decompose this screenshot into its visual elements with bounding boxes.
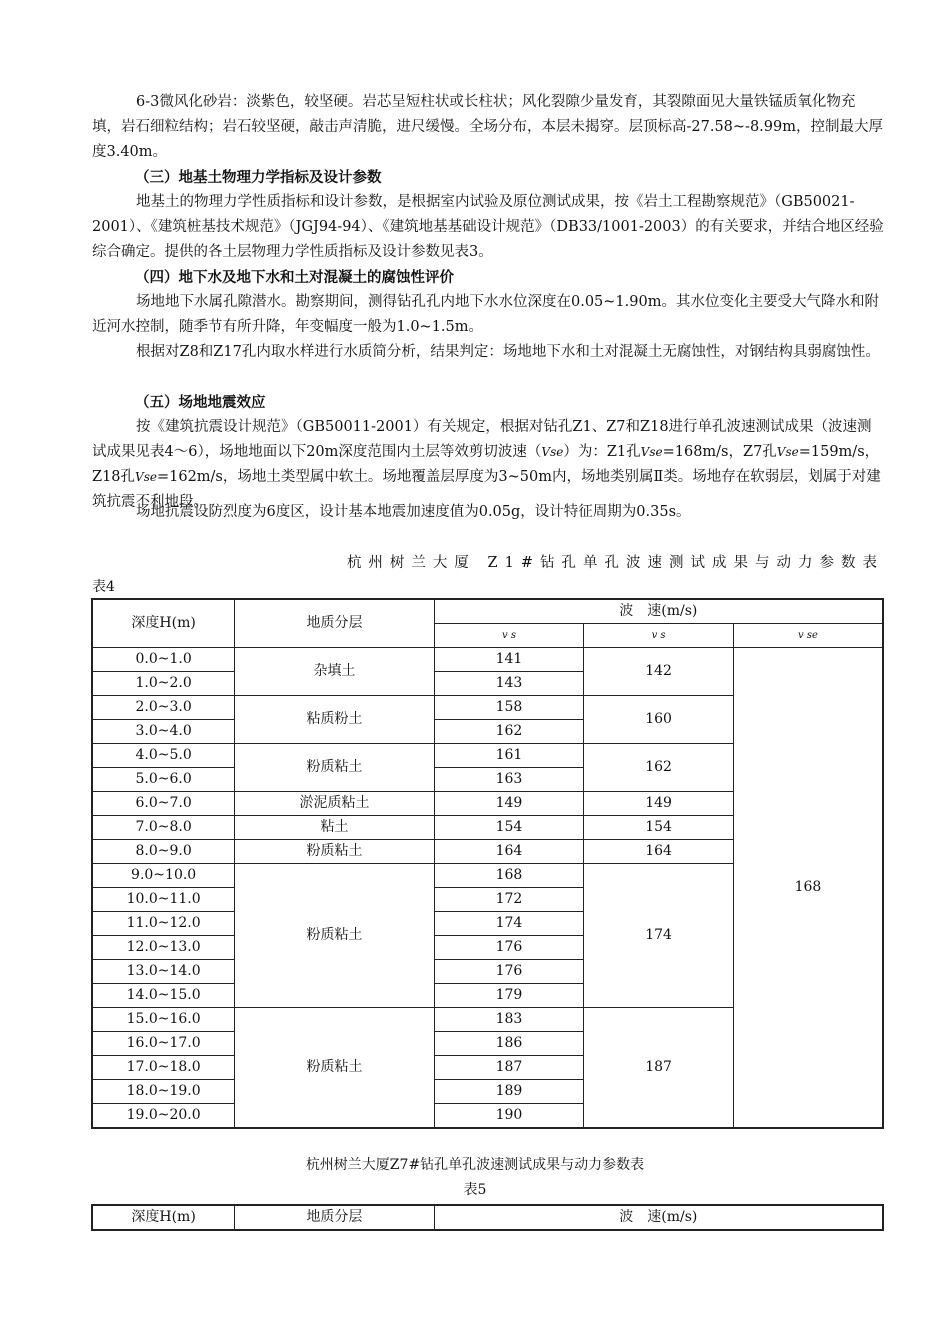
header-speed: 波 速(m/s) [434, 599, 883, 624]
table4-caption: 杭州树兰大厦 Z1#钻孔单孔波速测试成果与动力参数表 [346, 555, 884, 571]
heading-5: （五）场地地震效应 [135, 394, 266, 411]
vs-cell: 162 [434, 720, 584, 744]
vs-cell: 176 [434, 960, 584, 984]
vs-cell: 186 [434, 1032, 584, 1056]
vs-cell: 187 [434, 1056, 584, 1080]
vs-cell: 179 [434, 984, 584, 1008]
depth-cell: 9.0~10.0 [92, 864, 235, 888]
paragraph-groundwater: 场地地下水属孔隙潜水。勘察期间，测得钻孔孔内地下水水位深度在0.05~1.90m。其水位变化主要受大气降水和附近河水控制，随季节有所升降，年变幅度一般为1.0~1.5m。 [92, 294, 879, 335]
heading-3: （三）地基土物理力学指标及设计参数 [135, 169, 382, 186]
table4 [91, 598, 884, 1129]
layer-cell: 粉质粘土 [235, 1008, 434, 1129]
header-vs-avg: v s [584, 624, 734, 648]
depth-cell: 8.0~9.0 [92, 840, 235, 864]
depth-cell: 4.0~5.0 [92, 744, 235, 768]
vs-cell: 190 [434, 1104, 584, 1129]
vs-cell: 161 [434, 744, 584, 768]
header-layer: 地质分层 [235, 599, 434, 648]
layer-vs-cell: 174 [584, 864, 734, 1008]
depth-cell: 18.0~19.0 [92, 1080, 235, 1104]
vs-cell: 158 [434, 696, 584, 720]
depth-cell: 2.0~3.0 [92, 696, 235, 720]
paragraph-6-3: 6-3微风化砂岩：淡紫色，较坚硬。岩芯呈短柱状或长柱状；风化裂隙少量发育，其裂隙面见大量铁锰质氧化物充填，岩石细粒结构；岩石较坚硬，敲击声清脆，进尺缓慢。全场分布，本层未揭穿。层顶标高-27.58~-8.99m，控制最大厚度3.40m。 [92, 94, 883, 160]
vs-cell: 164 [434, 840, 584, 864]
depth-cell: 11.0~12.0 [92, 912, 235, 936]
layer-vs-cell: 142 [584, 648, 734, 696]
vse-symbol: Vse [135, 470, 157, 484]
heading-4: （四）地下水及地下水和土对混凝土的腐蚀性评价 [135, 269, 454, 286]
vs-cell: 189 [434, 1080, 584, 1104]
t5-header-depth: 深度H(m) [92, 1205, 235, 1230]
vs-cell: 168 [434, 864, 584, 888]
layer-cell: 淤泥质粘土 [235, 792, 434, 816]
seismic-text-5: =162m/s，场地土类型属中软土。场地覆盖层厚度为3~50m内，场地类别属Ⅱ类。场地存在软弱层，划属于对建筑抗震不利地段。 [92, 469, 881, 510]
vs-cell: 149 [434, 792, 584, 816]
vs-cell: 176 [434, 936, 584, 960]
table4-label: 表4 [92, 579, 115, 595]
depth-cell: 13.0~14.0 [92, 960, 235, 984]
depth-cell: 16.0~17.0 [92, 1032, 235, 1056]
table5-caption: 杭州树兰大厦Z7#钻孔单孔波速测试成果与动力参数表 [305, 1157, 645, 1173]
depth-cell: 14.0~15.0 [92, 984, 235, 1008]
depth-cell: 6.0~7.0 [92, 792, 235, 816]
layer-vs-cell: 162 [584, 744, 734, 792]
layer-vs-cell: 187 [584, 1008, 734, 1129]
paragraph-intensity: 场地抗震设防烈度为6度区，设计基本地震加速度值为0.05g，设计特征周期为0.35s。 [136, 504, 691, 520]
layer-cell: 粉质粘土 [235, 840, 434, 864]
vs-cell: 163 [434, 768, 584, 792]
seismic-text-2: ）为：Z1孔 [563, 444, 641, 460]
table4-body [92, 648, 883, 1129]
layer-cell: 粘质粉土 [235, 696, 434, 744]
table5 [91, 1204, 884, 1231]
depth-cell: 12.0~13.0 [92, 936, 235, 960]
table5-label: 表5 [463, 1182, 487, 1198]
vs-cell: 143 [434, 672, 584, 696]
depth-cell: 0.0~1.0 [92, 648, 235, 672]
layer-vs-cell: 164 [584, 840, 734, 864]
depth-cell: 7.0~8.0 [92, 816, 235, 840]
depth-cell: 3.0~4.0 [92, 720, 235, 744]
vs-cell: 172 [434, 888, 584, 912]
layer-cell: 粘土 [235, 816, 434, 840]
layer-cell: 杂填土 [235, 648, 434, 696]
layer-vs-cell: 160 [584, 696, 734, 744]
layer-vs-cell: 154 [584, 816, 734, 840]
seismic-text-3: =168m/s，Z7孔 [662, 444, 777, 460]
vs-cell: 154 [434, 816, 584, 840]
seismic-text-4: =159m/s，Z18孔 [92, 444, 880, 485]
depth-cell: 1.0~2.0 [92, 672, 235, 696]
depth-cell: 17.0~18.0 [92, 1056, 235, 1080]
depth-cell: 15.0~16.0 [92, 1008, 235, 1032]
vse-symbol: Vse [640, 445, 663, 459]
t5-header-speed: 波 速(m/s) [434, 1205, 883, 1230]
depth-cell: 19.0~20.0 [92, 1104, 235, 1129]
vse-symbol: Vse [776, 445, 799, 459]
vse-symbol: Vse [541, 445, 564, 459]
depth-cell: 5.0~6.0 [92, 768, 235, 792]
vs-cell: 141 [434, 648, 584, 672]
paragraph-params: 地基土的物理力学性质指标和设计参数，是根据室内试验及原位测试成果，按《岩土工程勘察规范》（GB50021-2001）、《建筑桩基技术规范》（JGJ94-94）、《建筑地基基础设计规范》（DB33/1001-2003）的有关要求，并结合地区经验综合确定。提供的各土层物理力学性质指标及设计参数见表3。 [92, 194, 884, 260]
layer-cell: 粉质粘土 [235, 744, 434, 792]
vs-cell: 174 [434, 912, 584, 936]
header-depth: 深度H(m) [92, 599, 235, 648]
layer-cell: 粉质粘土 [235, 864, 434, 1008]
paragraph-corrosion: 根据对Z8和Z17孔内取水样进行水质简分析，结果判定：场地地下水和土对混凝土无腐蚀性，对钢结构具弱腐蚀性。 [136, 344, 880, 360]
t5-header-layer: 地质分层 [235, 1205, 434, 1230]
vse-cell: 168 [733, 648, 883, 1129]
depth-cell: 10.0~11.0 [92, 888, 235, 912]
layer-vs-cell: 149 [584, 792, 734, 816]
header-vs: v s [434, 624, 584, 648]
table-row [92, 648, 883, 672]
header-vse: v se [733, 624, 883, 648]
seismic-text-1: 按《建筑抗震设计规范》（GB50011-2001）有关规定，根据对钻孔Z1、Z7和Z18进行单孔波速测试成果（波速测试成果见表4～6），场地地面以下20m深度范围内土层等效剪切波速（ [92, 419, 872, 460]
vs-cell: 183 [434, 1008, 584, 1032]
